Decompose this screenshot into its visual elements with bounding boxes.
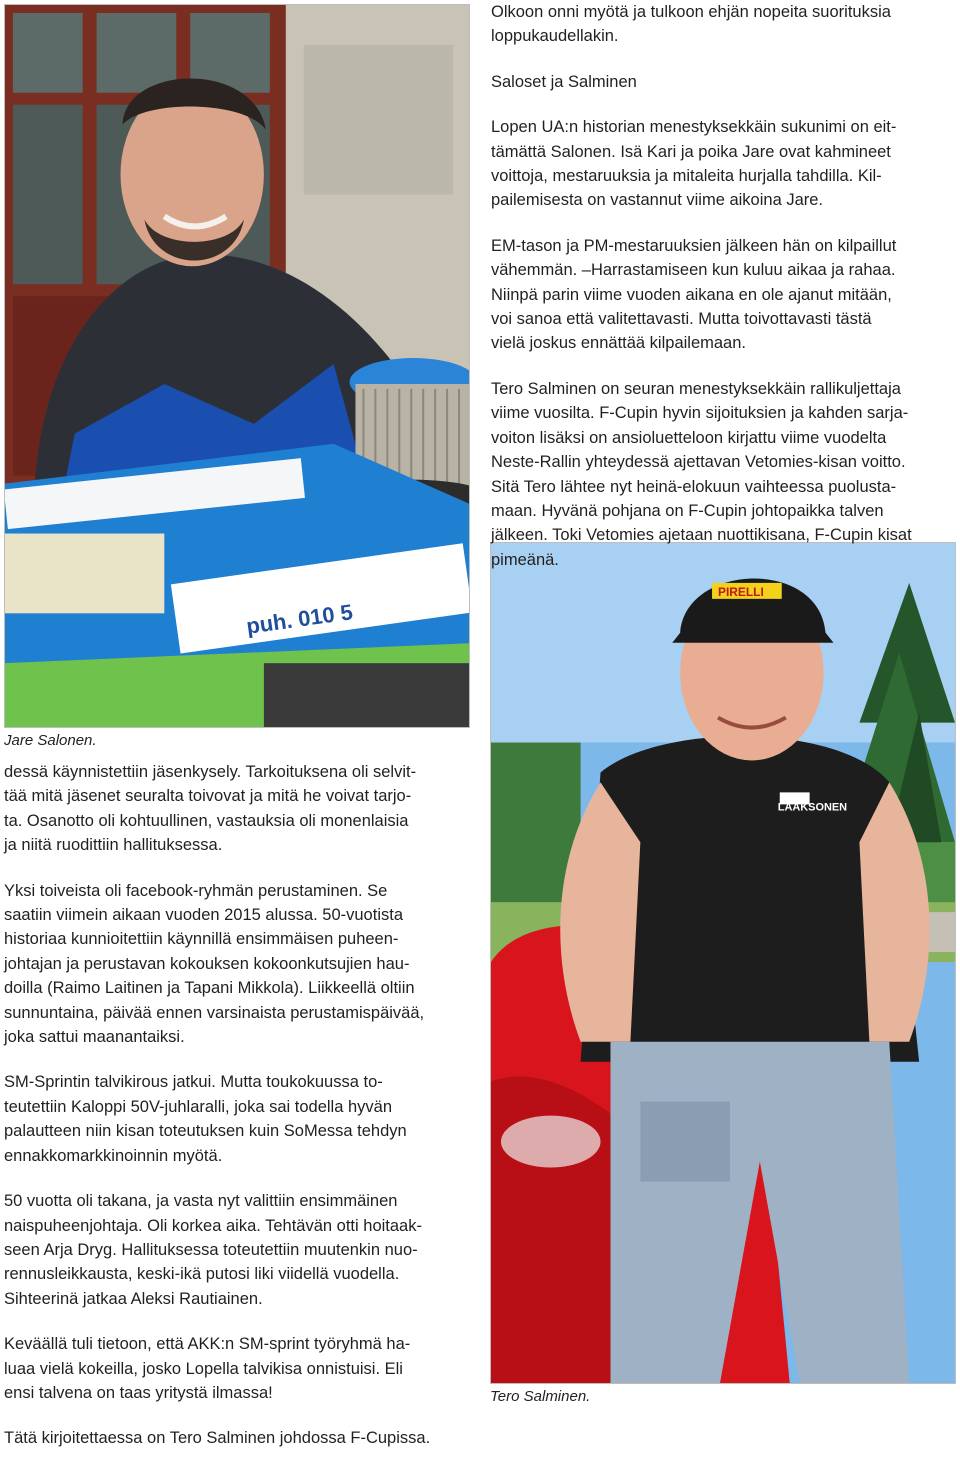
left-column-text	[4, 760, 470, 1472]
shirt-logo-text: LAAKSONEN	[777, 801, 848, 814]
tero-photo-illustration	[491, 543, 955, 1383]
left-paragraph-6: Tätä kirjoitettaessa on Tero Salminen johdossa F-Cupissa.	[4, 1429, 431, 1448]
cap-logo-text: PIRELLI	[718, 584, 764, 599]
photo-caption-tero: Tero Salminen.	[490, 1388, 591, 1405]
right-paragraph-3: Lopen UA:n historian menestyksekkäin sukunimi on eit- tämättä Salonen. Isä Kari ja poika Jare ovat kahmineet voittoja, mestaruuksia ja mitaleita hurjalla tahdilla. Kil- pailemisesta on vastannut viime aikoina Jare.	[491, 118, 897, 210]
car-phone-text: puh. 010 5	[244, 599, 355, 639]
right-paragraph-5: Tero Salminen on seuran menestyksekkäin rallikuljettaja viime vuosilta. F-Cupin hyvin sijoituksien ja kahden sarja- voiton lisäksi on ansioluetteloon kirjattu viime vuodelta Neste-Rallin yhteydessä ajettavan Vetomies-kisan voitto. Sitä Tero lähtee nyt heinä-elokuun vaihteessa puolusta- maan. Hyvänä pohjana on F-Cupin johtopaikka talven jälkeen. Toki Vetomies ajetaan nuottikisana, F-Cupin kisat pimeänä.	[491, 379, 912, 569]
jare-photo-illustration	[5, 5, 469, 727]
section-heading-saloset-salminen: Saloset ja Salminen	[491, 72, 637, 91]
left-paragraph-2: Yksi toiveista oli facebook-ryhmän perustaminen. Se saatiin viimein aikaan vuoden 2015 alussa. 50-vuotista historiaa kunnioitettiin käynnillä ensimmäisen puheen- johtajan ja perustavan kokouksen kokoonkutsujien hau- doilla (Raimo Laitinen ja Tapani Mikkola). Liikkeellä oltiin sunnuntaina, päivää ennen varsinaista perustamispäivää, joka sattui maanantaiksi.	[4, 881, 425, 1047]
right-paragraph-4: EM-tason ja PM-mestaruuksien jälkeen hän on kilpaillut vähemmän. –Harrastamiseen kun kuluu aikaa ja rahaa. Niinpä parin viime vuoden aikana en ole ajanut mitään, voi sanoa että valitettavasti. Mutta toivottavasti tästä vielä joskus ennättää kilpailemaan.	[491, 236, 897, 353]
left-paragraph-1: dessä käynnistettiin jäsenkysely. Tarkoituksena oli selvit- tää mitä jäsenet seuralta toivovat ja mitä he voivat tarjo- ta. Osanotto oli kohtuullinen, vastauksia oli monenlaisia ja niitä ruodittiin hallituksessa.	[4, 763, 417, 855]
right-paragraph-1: Olkoon onni myötä ja tulkoon ehjän nopeita suorituksia loppukaudellakin.	[491, 3, 891, 46]
left-paragraph-5: Keväällä tuli tietoon, että AKK:n SM-sprint työryhmä ha- luaa vielä kokeilla, josko Lopella talvikisa onnistuisi. Eli ensi talvena on taas yritystä ilmassa!	[4, 1335, 411, 1402]
left-paragraph-3: SM-Sprintin talvikirous jatkui. Mutta toukokuussa to- teutettiin Kaloppi 50V-juhlaralli, joka sai todella hyvän palautteen niin kisan toteutuksen kuin SoMessa tehdyn ennakkomarkkinoinnin myötä.	[4, 1073, 407, 1165]
right-column-text	[491, 0, 953, 593]
left-paragraph-4: 50 vuotta oli takana, ja vasta nyt valittiin ensimmäinen naispuheenjohtaja. Oli korkea aika. Tehtävän otti hoitaak- seen Arja Dryg. Hallituksessa toteutettiin muutenkin nuo- rennusleikkausta, keski-ikä putosi liki viidellä vuodella. Sihteerinä jatkaa Aleksi Rautiainen.	[4, 1192, 422, 1308]
photo-jare-salonen	[4, 4, 470, 728]
photo-caption-jare: Jare Salonen.	[4, 732, 97, 749]
photo-tero-salminen	[490, 542, 956, 1384]
